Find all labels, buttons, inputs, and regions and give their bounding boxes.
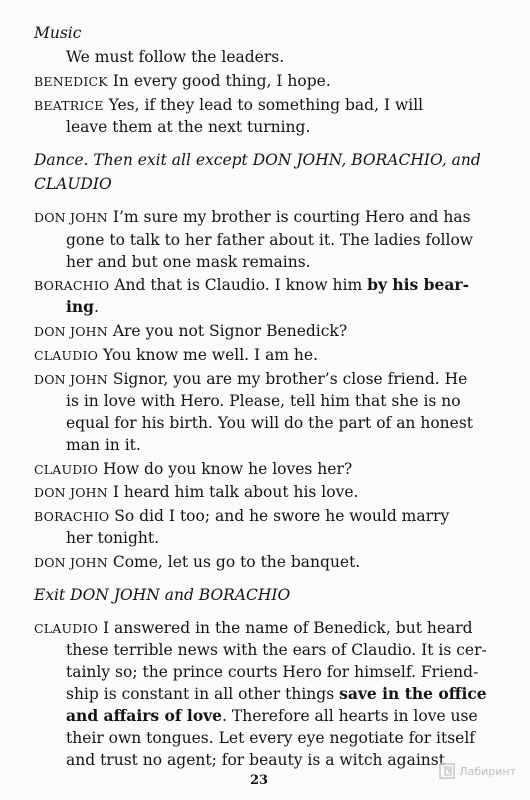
- stage-direction: Dance. Then exit all except DON JOHN, BORACHIO, and: [34, 151, 481, 169]
- watermark-text: Лабиринт: [459, 764, 516, 778]
- text-line: is in love with Hero. Please, tell him that she is no: [66, 392, 461, 410]
- speaker-name: BENEDICK: [34, 74, 108, 89]
- stage-direction: CLAUDIO: [34, 175, 112, 193]
- text-line: her and but one mask remains.: [66, 253, 311, 271]
- speech-line: BORACHIO And that is Claudio. I know him by his bear-: [34, 275, 470, 294]
- speaker-name: CLAUDIO: [34, 462, 99, 477]
- glossary-term: and affairs of love: [66, 706, 223, 725]
- speaker-name: CLAUDIO: [34, 348, 99, 363]
- speaker-name: DON JOHN: [34, 210, 108, 225]
- stage-direction: Music: [34, 24, 82, 42]
- text-line: their own tongues. Let every eye negotiate for itself: [66, 729, 476, 747]
- speech-line: CLAUDIO I answered in the name of Benedick, but heard: [34, 619, 473, 637]
- speech-line: DON JOHN I’m sure my brother is courting Hero and has: [34, 208, 471, 226]
- speech-line: BENEDICK In every good thing, I hope.: [34, 72, 331, 90]
- speech-line: DON JOHN I heard him talk about his love.: [34, 483, 359, 501]
- text-line: gone to talk to her father about it. The ladies follow: [66, 231, 474, 249]
- text-line: tainly so; the prince courts Hero for himself. Friend-: [66, 663, 479, 681]
- page-number: 23: [250, 773, 269, 788]
- speaker-name: BEATRICE: [34, 98, 104, 113]
- speaker-name: CLAUDIO: [34, 621, 99, 636]
- speech-line: CLAUDIO You know me well. I am he.: [34, 346, 319, 364]
- speaker-name: BORACHIO: [34, 509, 110, 524]
- speaker-name: DON JOHN: [34, 324, 108, 339]
- text-line: leave them at the next turning.: [66, 118, 311, 136]
- speaker-name: BORACHIO: [34, 278, 110, 293]
- glossary-term: by his bear-: [367, 275, 470, 294]
- stage-direction: Exit DON JOHN and BORACHIO: [34, 586, 291, 604]
- glossary-term: ing: [66, 297, 94, 316]
- speaker-name: DON JOHN: [34, 372, 108, 387]
- glossary-term: save in the office: [339, 684, 487, 703]
- speech-line: BEATRICE Yes, if they lead to something bad, I will: [34, 96, 424, 114]
- speech-line: CLAUDIO How do you know he loves her?: [34, 460, 353, 478]
- text-line: man in it.: [66, 436, 141, 454]
- text-line: her tonight.: [66, 529, 160, 547]
- speech-line: DON JOHN Are you not Signor Benedick?: [34, 322, 348, 340]
- speaker-name: DON JOHN: [34, 485, 108, 500]
- text-line: these terrible news with the ears of Claudio. It is cer-: [66, 641, 487, 659]
- speech-line: DON JOHN Come, let us go to the banquet.: [34, 553, 361, 571]
- speaker-name: DON JOHN: [34, 555, 108, 570]
- text-line: and affairs of love. Therefore all hearts in love use: [66, 706, 478, 725]
- text-line: and trust no agent; for beauty is a witch against: [66, 751, 445, 769]
- speech-line: BORACHIO So did I too; and he swore he would marry: [34, 507, 450, 525]
- watermark: [439, 763, 516, 779]
- speech-line: DON JOHN Signor, you are my brother’s close friend. He: [34, 370, 468, 388]
- labyrinth-logo-icon: [439, 763, 455, 779]
- text-line: equal for his birth. You will do the part of an honest: [66, 414, 473, 432]
- text-line: ing.: [66, 297, 99, 316]
- text-line: ship is constant in all other things save in the office: [66, 684, 487, 703]
- text-line: We must follow the leaders.: [66, 48, 285, 66]
